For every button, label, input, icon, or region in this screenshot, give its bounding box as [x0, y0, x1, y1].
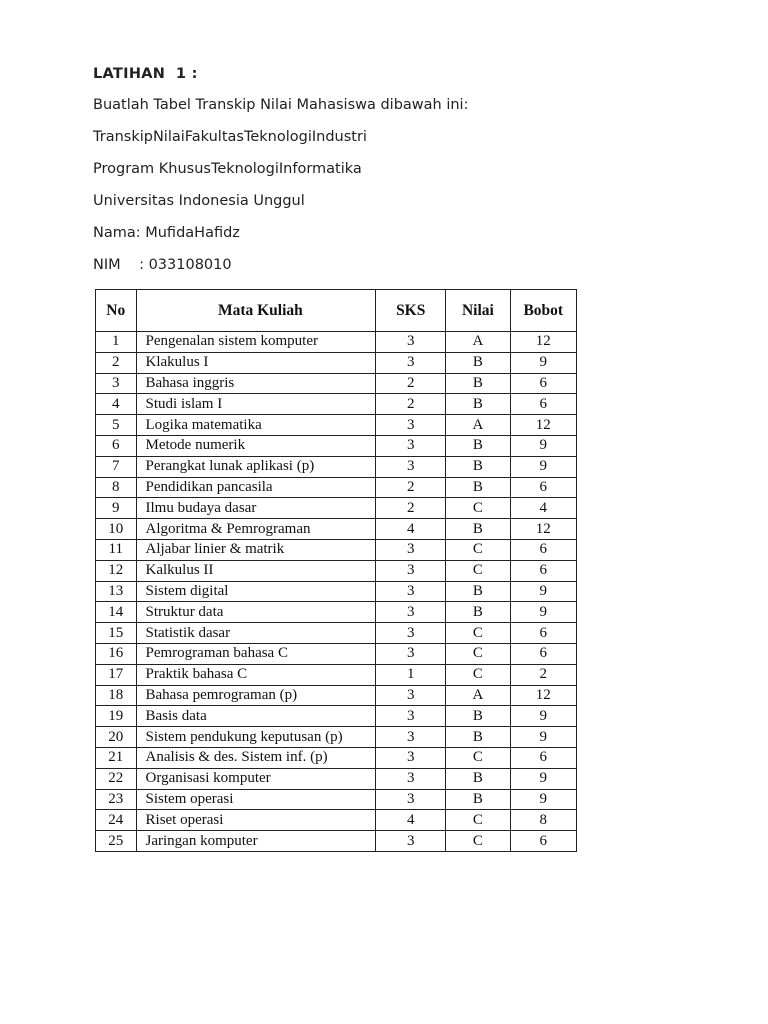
- table-row: [96, 831, 577, 852]
- cell-no: 18: [96, 685, 137, 706]
- cell-nilai: B: [446, 706, 510, 727]
- table-row: [96, 727, 577, 748]
- table-row: [96, 664, 577, 685]
- cell-nilai: B: [446, 352, 510, 373]
- cell-no: 4: [96, 394, 137, 415]
- cell-no: 8: [96, 477, 137, 498]
- table-row: [96, 373, 577, 394]
- cell-mata-kuliah: Riset operasi: [136, 810, 376, 831]
- cell-mata-kuliah: Pengenalan sistem komputer: [136, 332, 376, 353]
- cell-nilai: C: [446, 623, 510, 644]
- cell-bobot: 6: [510, 394, 576, 415]
- cell-nilai: A: [446, 415, 510, 436]
- cell-bobot: 6: [510, 643, 576, 664]
- cell-mata-kuliah: Algoritma & Pemrograman: [136, 519, 376, 540]
- cell-nilai: B: [446, 435, 510, 456]
- cell-bobot: 6: [510, 560, 576, 581]
- cell-bobot: 4: [510, 498, 576, 519]
- cell-no: 20: [96, 727, 137, 748]
- cell-no: 16: [96, 643, 137, 664]
- cell-mata-kuliah: Studi islam I: [136, 394, 376, 415]
- cell-no: 15: [96, 623, 137, 644]
- cell-no: 7: [96, 456, 137, 477]
- cell-sks: 2: [376, 394, 446, 415]
- cell-no: 6: [96, 435, 137, 456]
- cell-mata-kuliah: Praktik bahasa C: [136, 664, 376, 685]
- cell-bobot: 9: [510, 789, 576, 810]
- cell-mata-kuliah: Klakulus I: [136, 352, 376, 373]
- cell-no: 22: [96, 768, 137, 789]
- table-row: [96, 706, 577, 727]
- header-no: No: [96, 290, 137, 332]
- cell-mata-kuliah: Perangkat lunak aplikasi (p): [136, 456, 376, 477]
- cell-no: 10: [96, 519, 137, 540]
- cell-sks: 3: [376, 768, 446, 789]
- cell-sks: 3: [376, 560, 446, 581]
- cell-nilai: C: [446, 810, 510, 831]
- cell-bobot: 9: [510, 581, 576, 602]
- table-row: [96, 643, 577, 664]
- cell-sks: 3: [376, 456, 446, 477]
- header-mata-kuliah: Mata Kuliah: [136, 290, 376, 332]
- cell-sks: 2: [376, 373, 446, 394]
- instruction-text: Buatlah Tabel Transkip Nilai Mahasiswa dibawah ini:: [93, 97, 469, 113]
- cell-mata-kuliah: Logika matematika: [136, 415, 376, 436]
- table-row: [96, 810, 577, 831]
- cell-sks: 3: [376, 352, 446, 373]
- cell-bobot: 9: [510, 352, 576, 373]
- cell-nilai: C: [446, 643, 510, 664]
- cell-sks: 4: [376, 810, 446, 831]
- cell-mata-kuliah: Basis data: [136, 706, 376, 727]
- cell-bobot: 12: [510, 519, 576, 540]
- cell-mata-kuliah: Sistem digital: [136, 581, 376, 602]
- cell-bobot: 8: [510, 810, 576, 831]
- cell-nilai: A: [446, 685, 510, 706]
- table-body: [96, 332, 577, 852]
- table-row: [96, 435, 577, 456]
- university-line: Universitas Indonesia Unggul: [93, 193, 305, 209]
- program-line: Program KhususTeknologiInformatika: [93, 161, 362, 177]
- cell-mata-kuliah: Bahasa pemrograman (p): [136, 685, 376, 706]
- cell-mata-kuliah: Struktur data: [136, 602, 376, 623]
- cell-no: 5: [96, 415, 137, 436]
- cell-nilai: B: [446, 456, 510, 477]
- cell-mata-kuliah: Statistik dasar: [136, 623, 376, 644]
- cell-sks: 2: [376, 477, 446, 498]
- cell-bobot: 9: [510, 602, 576, 623]
- cell-nilai: A: [446, 332, 510, 353]
- cell-sks: 4: [376, 519, 446, 540]
- table-row: [96, 498, 577, 519]
- cell-sks: 3: [376, 789, 446, 810]
- exercise-heading: LATIHAN 1 :: [93, 66, 198, 82]
- cell-sks: 3: [376, 415, 446, 436]
- cell-nilai: C: [446, 747, 510, 768]
- table-row: [96, 768, 577, 789]
- cell-mata-kuliah: Sistem pendukung keputusan (p): [136, 727, 376, 748]
- cell-no: 11: [96, 539, 137, 560]
- cell-no: 25: [96, 831, 137, 852]
- cell-sks: 3: [376, 831, 446, 852]
- cell-nilai: B: [446, 768, 510, 789]
- cell-nilai: B: [446, 602, 510, 623]
- cell-bobot: 6: [510, 747, 576, 768]
- cell-sks: 2: [376, 498, 446, 519]
- cell-bobot: 6: [510, 477, 576, 498]
- cell-no: 21: [96, 747, 137, 768]
- cell-mata-kuliah: Bahasa inggris: [136, 373, 376, 394]
- cell-mata-kuliah: Kalkulus II: [136, 560, 376, 581]
- table-row: [96, 685, 577, 706]
- table-row: [96, 602, 577, 623]
- table-row: [96, 352, 577, 373]
- cell-sks: 3: [376, 581, 446, 602]
- cell-mata-kuliah: Pendidikan pancasila: [136, 477, 376, 498]
- table-row: [96, 456, 577, 477]
- cell-bobot: 6: [510, 623, 576, 644]
- cell-mata-kuliah: Analisis & des. Sistem inf. (p): [136, 747, 376, 768]
- cell-nilai: B: [446, 581, 510, 602]
- cell-nilai: B: [446, 394, 510, 415]
- cell-bobot: 6: [510, 831, 576, 852]
- cell-mata-kuliah: Jaringan komputer: [136, 831, 376, 852]
- transcript-table: [95, 289, 577, 852]
- cell-sks: 3: [376, 332, 446, 353]
- table-header-row: [96, 290, 577, 332]
- cell-nilai: C: [446, 560, 510, 581]
- cell-mata-kuliah: Organisasi komputer: [136, 768, 376, 789]
- cell-nilai: B: [446, 477, 510, 498]
- cell-no: 1: [96, 332, 137, 353]
- cell-sks: 3: [376, 747, 446, 768]
- header-nilai: Nilai: [446, 290, 510, 332]
- cell-bobot: 9: [510, 768, 576, 789]
- cell-sks: 3: [376, 727, 446, 748]
- cell-no: 17: [96, 664, 137, 685]
- table-row: [96, 560, 577, 581]
- cell-mata-kuliah: Ilmu budaya dasar: [136, 498, 376, 519]
- cell-no: 2: [96, 352, 137, 373]
- table-row: [96, 539, 577, 560]
- cell-no: 13: [96, 581, 137, 602]
- cell-nilai: C: [446, 664, 510, 685]
- cell-nilai: C: [446, 831, 510, 852]
- cell-bobot: 2: [510, 664, 576, 685]
- cell-bobot: 6: [510, 373, 576, 394]
- cell-bobot: 6: [510, 539, 576, 560]
- table-row: [96, 394, 577, 415]
- table-row: [96, 623, 577, 644]
- table-row: [96, 581, 577, 602]
- cell-mata-kuliah: Aljabar linier & matrik: [136, 539, 376, 560]
- cell-bobot: 12: [510, 332, 576, 353]
- table-row: [96, 332, 577, 353]
- cell-sks: 3: [376, 602, 446, 623]
- header-bobot: Bobot: [510, 290, 576, 332]
- cell-no: 3: [96, 373, 137, 394]
- student-nim-line: NIM : 033108010: [93, 257, 232, 273]
- faculty-line: TranskipNilaiFakultasTeknologiIndustri: [93, 129, 367, 145]
- cell-bobot: 9: [510, 706, 576, 727]
- cell-sks: 3: [376, 623, 446, 644]
- cell-no: 12: [96, 560, 137, 581]
- table-row: [96, 477, 577, 498]
- cell-nilai: B: [446, 727, 510, 748]
- cell-mata-kuliah: Metode numerik: [136, 435, 376, 456]
- cell-bobot: 12: [510, 415, 576, 436]
- cell-sks: 3: [376, 706, 446, 727]
- cell-nilai: B: [446, 373, 510, 394]
- cell-no: 23: [96, 789, 137, 810]
- cell-bobot: 9: [510, 435, 576, 456]
- cell-nilai: C: [446, 539, 510, 560]
- cell-nilai: B: [446, 519, 510, 540]
- cell-no: 24: [96, 810, 137, 831]
- cell-bobot: 12: [510, 685, 576, 706]
- table-row: [96, 519, 577, 540]
- cell-nilai: B: [446, 789, 510, 810]
- cell-sks: 3: [376, 685, 446, 706]
- cell-no: 19: [96, 706, 137, 727]
- cell-mata-kuliah: Sistem operasi: [136, 789, 376, 810]
- table-row: [96, 415, 577, 436]
- header-sks: SKS: [376, 290, 446, 332]
- cell-sks: 3: [376, 539, 446, 560]
- table-row: [96, 789, 577, 810]
- cell-no: 14: [96, 602, 137, 623]
- cell-sks: 3: [376, 643, 446, 664]
- cell-nilai: C: [446, 498, 510, 519]
- cell-bobot: 9: [510, 456, 576, 477]
- cell-mata-kuliah: Pemrograman bahasa C: [136, 643, 376, 664]
- cell-bobot: 9: [510, 727, 576, 748]
- cell-sks: 1: [376, 664, 446, 685]
- cell-no: 9: [96, 498, 137, 519]
- table-row: [96, 747, 577, 768]
- cell-sks: 3: [376, 435, 446, 456]
- student-name-line: Nama: MufidaHafidz: [93, 225, 240, 241]
